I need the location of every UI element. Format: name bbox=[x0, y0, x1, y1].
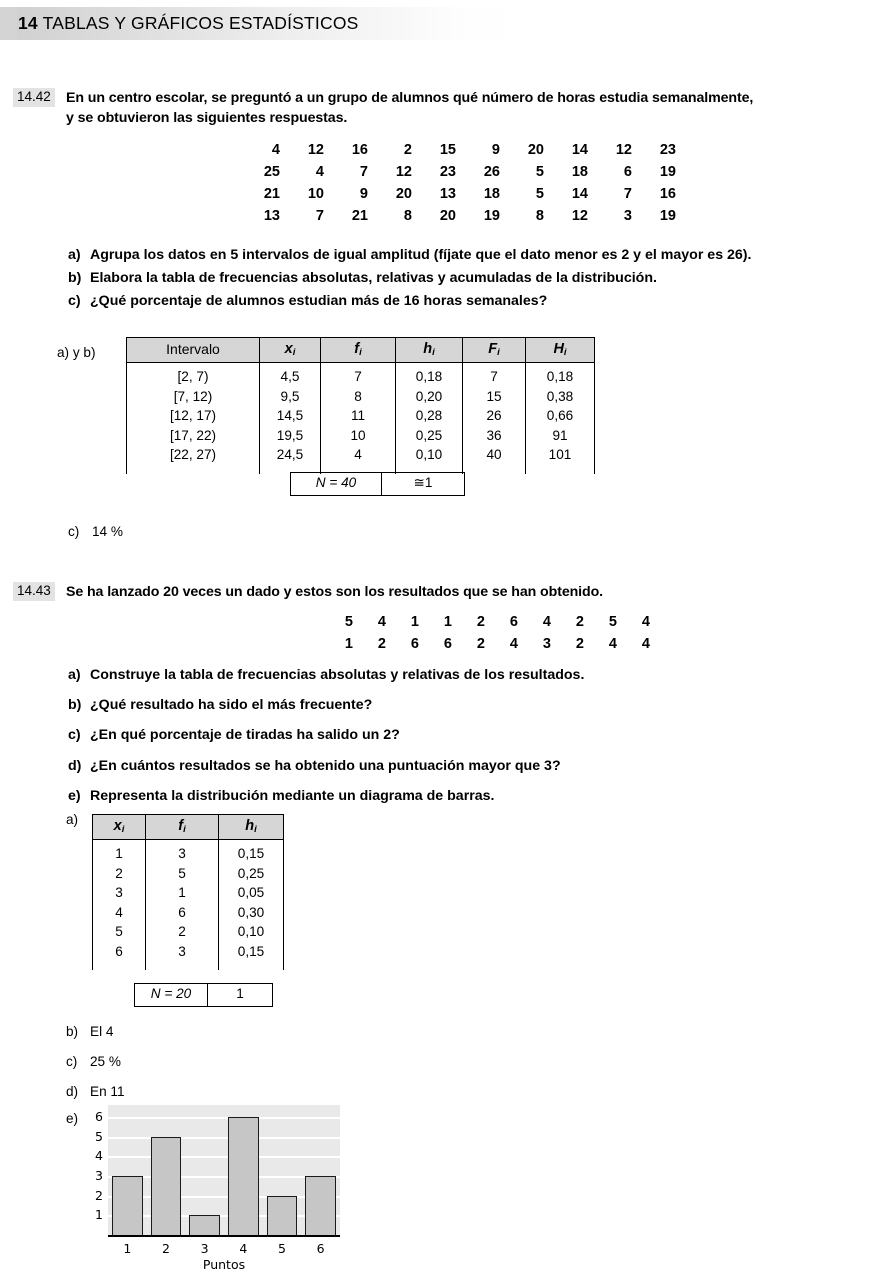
data-cell: 8 bbox=[403, 208, 412, 225]
chapter-number: 14 bbox=[18, 13, 38, 33]
question-text: Agrupa los datos en 5 intervalos de igual amplitud (fíjate que el dato menor es 2 y el mayor es 26). bbox=[90, 247, 752, 263]
column-header: fi bbox=[146, 815, 219, 840]
table-cell: 19,5 bbox=[260, 426, 321, 446]
table-cell: 6 bbox=[93, 942, 146, 971]
question-label: b) bbox=[68, 270, 82, 287]
question-item bbox=[68, 271, 858, 285]
data-cell: 7 bbox=[315, 208, 324, 225]
question-item bbox=[68, 294, 858, 308]
data-cell: 5 bbox=[535, 164, 544, 181]
table-cell: 5 bbox=[93, 922, 146, 942]
table-cell: 0,18 bbox=[396, 363, 463, 387]
totals-row-table-1443 bbox=[134, 983, 273, 1007]
table-row bbox=[127, 387, 595, 407]
data-cell: 2 bbox=[377, 636, 386, 653]
table-cell: 9,5 bbox=[260, 387, 321, 407]
y-tick-label: 3 bbox=[95, 1167, 103, 1183]
table-cell: 3 bbox=[146, 942, 219, 971]
answer-value: El 4 bbox=[90, 1024, 114, 1039]
data-cell: 5 bbox=[535, 186, 544, 203]
column-header: fi bbox=[321, 338, 396, 363]
chapter-header-banner bbox=[0, 7, 518, 40]
table-row bbox=[93, 864, 284, 884]
data-cell: 7 bbox=[623, 186, 632, 203]
data-cell: 9 bbox=[359, 186, 368, 203]
x-axis-title: Puntos bbox=[202, 1257, 246, 1272]
data-cell: 6 bbox=[443, 636, 452, 653]
exercise-statement-1442 bbox=[66, 88, 878, 128]
question-label: a) bbox=[68, 247, 81, 263]
data-cell: 4 bbox=[641, 636, 650, 653]
table-row bbox=[291, 473, 465, 496]
data-cell: 23 bbox=[659, 142, 676, 158]
table-cell: 101 bbox=[526, 445, 595, 474]
data-cell: 4 bbox=[608, 636, 617, 653]
data-cell: 3 bbox=[623, 208, 632, 225]
data-cell: 14 bbox=[571, 142, 588, 158]
raw-data-grid-1442 bbox=[236, 139, 676, 227]
data-cell: 18 bbox=[571, 164, 588, 181]
answer-value: 14 % bbox=[92, 524, 123, 539]
data-cell: 4 bbox=[271, 142, 280, 158]
exercise-number-1443: 14.43 bbox=[13, 582, 55, 601]
table-cell: 0,25 bbox=[396, 426, 463, 446]
table-row bbox=[93, 942, 284, 971]
question-text: ¿Qué porcentaje de alumnos estudian más de 16 horas semanales? bbox=[90, 293, 548, 310]
column-header: Hi bbox=[526, 338, 595, 363]
question-item bbox=[68, 668, 858, 682]
x-axis-line bbox=[108, 1235, 340, 1237]
x-tick-label: 1 bbox=[123, 1241, 132, 1256]
table-cell: 0,30 bbox=[219, 903, 284, 923]
question-text: Representa la distribución mediante un diagrama de barras. bbox=[90, 787, 495, 804]
data-cell: 2 bbox=[403, 142, 412, 158]
data-cell: 25 bbox=[263, 164, 280, 181]
data-cell: 26 bbox=[483, 164, 500, 181]
totals-row-table-1442 bbox=[290, 472, 465, 496]
column-header: Intervalo bbox=[127, 338, 260, 363]
x-tick-label: 4 bbox=[239, 1241, 248, 1256]
table-row bbox=[93, 883, 284, 903]
data-cell: 1 bbox=[443, 614, 452, 630]
answer-d-1443 bbox=[66, 1084, 125, 1099]
question-label: d) bbox=[68, 757, 82, 774]
table-cell: 6 bbox=[146, 903, 219, 923]
raw-data-grid-1443 bbox=[320, 611, 650, 655]
table-cell: 0,15 bbox=[219, 840, 284, 864]
table-cell: 3 bbox=[93, 883, 146, 903]
answer-c-1443 bbox=[66, 1054, 121, 1069]
question-label: c) bbox=[68, 727, 81, 744]
chart-gridline bbox=[108, 1117, 340, 1119]
table-cell: 8 bbox=[321, 387, 396, 407]
y-tick-label: 6 bbox=[95, 1108, 103, 1124]
chart-bar bbox=[189, 1215, 220, 1235]
question-item bbox=[68, 698, 858, 712]
table-cell: 0,66 bbox=[526, 406, 595, 426]
table-row bbox=[135, 984, 273, 1007]
table-cell: [2, 7) bbox=[127, 363, 260, 387]
table-cell: 0,25 bbox=[219, 864, 284, 884]
question-label: b) bbox=[68, 697, 82, 714]
question-list-1442 bbox=[68, 248, 858, 309]
table-cell: 15 bbox=[463, 387, 526, 407]
table-cell: 7 bbox=[321, 363, 396, 387]
table-body bbox=[93, 840, 284, 971]
x-tick-label: 3 bbox=[200, 1241, 209, 1256]
table-cell: 0,10 bbox=[396, 445, 463, 474]
table-cell: 11 bbox=[321, 406, 396, 426]
chart-gridline bbox=[108, 1137, 340, 1139]
y-tick-label: 4 bbox=[95, 1148, 103, 1164]
total-h-cell: 1 bbox=[208, 984, 273, 1007]
table-header-row bbox=[93, 815, 284, 840]
question-item bbox=[68, 759, 858, 773]
question-label: c) bbox=[68, 293, 81, 310]
data-cell: 19 bbox=[483, 208, 500, 225]
table-cell: 0,38 bbox=[526, 387, 595, 407]
total-n-cell: N = 20 bbox=[135, 984, 208, 1007]
question-item bbox=[68, 728, 858, 742]
table-cell: 2 bbox=[93, 864, 146, 884]
data-cell: 18 bbox=[483, 186, 500, 203]
data-cell: 10 bbox=[307, 186, 324, 203]
data-cell: 1 bbox=[410, 614, 419, 630]
y-tick-label: 5 bbox=[95, 1128, 103, 1144]
data-cell: 2 bbox=[575, 636, 584, 653]
data-cell: 2 bbox=[575, 614, 584, 630]
question-text: ¿En cuántos resultados se ha obtenido una puntuación mayor que 3? bbox=[90, 757, 561, 774]
question-item bbox=[68, 248, 858, 262]
data-cell: 4 bbox=[641, 614, 650, 630]
statement-line-1: En un centro escolar, se preguntó a un grupo de alumnos qué número de horas estudia semanalmente, bbox=[66, 90, 754, 106]
table-cell: 14,5 bbox=[260, 406, 321, 426]
chart-bar bbox=[305, 1176, 336, 1235]
table-row bbox=[93, 903, 284, 923]
bar-chart-puntos bbox=[90, 1105, 380, 1271]
table-row bbox=[93, 922, 284, 942]
data-cell: 16 bbox=[659, 186, 676, 203]
table-cell: 7 bbox=[463, 363, 526, 387]
data-cell: 8 bbox=[535, 208, 544, 225]
answer-b-1443 bbox=[66, 1024, 113, 1039]
data-cell: 20 bbox=[439, 208, 456, 225]
data-cell: 20 bbox=[395, 186, 412, 203]
data-cell: 12 bbox=[395, 164, 412, 181]
table-row bbox=[93, 840, 284, 864]
data-cell: 6 bbox=[410, 636, 419, 653]
data-cell: 13 bbox=[439, 186, 456, 203]
data-cell: 6 bbox=[509, 614, 518, 630]
table-cell: 0,10 bbox=[219, 922, 284, 942]
table-row bbox=[127, 363, 595, 387]
question-text: Elabora la tabla de frecuencias absolutas, relativas y acumuladas de la distribución. bbox=[90, 270, 657, 287]
table-cell: 1 bbox=[146, 883, 219, 903]
table-cell: 1 bbox=[93, 840, 146, 864]
header-left-accent-block bbox=[0, 7, 17, 40]
y-tick-label: 2 bbox=[95, 1187, 103, 1203]
table-cell: 0,18 bbox=[526, 363, 595, 387]
frequency-table-1443 bbox=[92, 814, 284, 970]
data-cell: 14 bbox=[571, 186, 588, 203]
table-cell: [12, 17) bbox=[127, 406, 260, 426]
answer-value: 25 % bbox=[90, 1054, 121, 1069]
answer-label-ab-1442: a) y b) bbox=[57, 345, 96, 360]
column-header: hi bbox=[219, 815, 284, 840]
data-cell: 12 bbox=[571, 208, 588, 225]
answer-value: En 11 bbox=[90, 1084, 125, 1099]
x-tick-label: 6 bbox=[316, 1241, 325, 1256]
data-cell: 4 bbox=[315, 164, 324, 181]
answer-label: c) bbox=[66, 1054, 78, 1069]
data-cell: 5 bbox=[344, 614, 353, 630]
table-cell: 4 bbox=[93, 903, 146, 923]
question-label: a) bbox=[68, 667, 81, 683]
table-cell: [17, 22) bbox=[127, 426, 260, 446]
column-header: xi bbox=[93, 815, 146, 840]
answer-label: d) bbox=[66, 1084, 79, 1099]
table-cell: 26 bbox=[463, 406, 526, 426]
table-row bbox=[127, 406, 595, 426]
table-cell: 4,5 bbox=[260, 363, 321, 387]
column-header: xi bbox=[260, 338, 321, 363]
table-cell: 2 bbox=[146, 922, 219, 942]
column-header: Fi bbox=[463, 338, 526, 363]
table-cell: 24,5 bbox=[260, 445, 321, 474]
chart-plot-area bbox=[108, 1105, 340, 1235]
question-list-1443 bbox=[68, 668, 858, 803]
table-cell: [22, 27) bbox=[127, 445, 260, 474]
data-cell: 3 bbox=[542, 636, 551, 653]
data-cell: 9 bbox=[491, 142, 500, 158]
chart-bar bbox=[267, 1196, 298, 1235]
page-title bbox=[18, 13, 359, 34]
chapter-title-text: TABLAS Y GRÁFICOS ESTADÍSTICOS bbox=[42, 13, 359, 33]
table-cell: 3 bbox=[146, 840, 219, 864]
answer-label-a-1443: a) bbox=[66, 812, 79, 827]
table-cell: 0,20 bbox=[396, 387, 463, 407]
table-cell: 4 bbox=[321, 445, 396, 474]
x-tick-label: 5 bbox=[278, 1241, 286, 1256]
data-cell: 7 bbox=[359, 164, 368, 181]
table-cell: 0,05 bbox=[219, 883, 284, 903]
data-cell: 15 bbox=[439, 142, 456, 158]
exercise-number-1442: 14.42 bbox=[13, 88, 55, 107]
chart-bar bbox=[151, 1137, 182, 1236]
question-text: Construye la tabla de frecuencias absolutas y relativas de los resultados. bbox=[90, 667, 585, 683]
table-cell: 40 bbox=[463, 445, 526, 474]
question-text: ¿Qué resultado ha sido el más frecuente? bbox=[90, 697, 373, 714]
data-cell: 19 bbox=[659, 164, 676, 181]
data-cell: 4 bbox=[377, 614, 386, 630]
data-cell: 1 bbox=[344, 636, 353, 653]
data-cell: 21 bbox=[351, 208, 368, 225]
exercise-statement-1443: Se ha lanzado 20 veces un dado y estos son los resultados que se han obtenido. bbox=[66, 584, 603, 600]
data-cell: 4 bbox=[542, 614, 551, 630]
column-header: hi bbox=[396, 338, 463, 363]
answer-c-1442 bbox=[68, 524, 123, 539]
question-text: ¿En qué porcentaje de tiradas ha salido un 2? bbox=[90, 727, 400, 744]
chart-gridline bbox=[108, 1156, 340, 1158]
data-cell: 19 bbox=[659, 208, 676, 225]
table-row bbox=[127, 426, 595, 446]
data-cell: 6 bbox=[623, 164, 632, 181]
table-cell: 91 bbox=[526, 426, 595, 446]
answer-label-e-1443: e) bbox=[66, 1111, 79, 1126]
x-tick-label: 2 bbox=[162, 1241, 170, 1256]
y-tick-label: 1 bbox=[95, 1207, 103, 1223]
table-cell: 10 bbox=[321, 426, 396, 446]
table-cell: 0,15 bbox=[219, 942, 284, 971]
data-cell: 2 bbox=[476, 614, 485, 630]
data-cell: 16 bbox=[351, 142, 368, 158]
table-header-row bbox=[127, 338, 595, 363]
question-item bbox=[68, 789, 858, 803]
table-cell: 36 bbox=[463, 426, 526, 446]
data-cell: 2 bbox=[476, 636, 485, 653]
question-label: e) bbox=[68, 787, 81, 804]
data-cell: 4 bbox=[509, 636, 518, 653]
data-cell: 12 bbox=[307, 142, 324, 158]
data-cell: 23 bbox=[439, 164, 456, 181]
data-cell: 12 bbox=[615, 142, 632, 158]
chart-bar bbox=[228, 1117, 259, 1235]
answer-label: b) bbox=[66, 1024, 79, 1039]
table-row bbox=[127, 445, 595, 474]
table-cell: 0,28 bbox=[396, 406, 463, 426]
answer-label: c) bbox=[68, 524, 80, 539]
data-cell: 13 bbox=[263, 208, 280, 225]
statement-line-2: y se obtuvieron las siguientes respuestas. bbox=[66, 110, 348, 127]
data-cell: 21 bbox=[263, 186, 280, 203]
chart-bar bbox=[112, 1176, 143, 1235]
table-body bbox=[127, 363, 595, 474]
total-h-cell: ≅1 bbox=[382, 473, 465, 496]
data-cell: 20 bbox=[527, 142, 544, 158]
data-cell: 5 bbox=[608, 614, 617, 630]
total-n-cell: N = 40 bbox=[291, 473, 382, 496]
table-cell: 5 bbox=[146, 864, 219, 884]
frequency-table-1442 bbox=[126, 337, 595, 474]
table-cell: [7, 12) bbox=[127, 387, 260, 407]
